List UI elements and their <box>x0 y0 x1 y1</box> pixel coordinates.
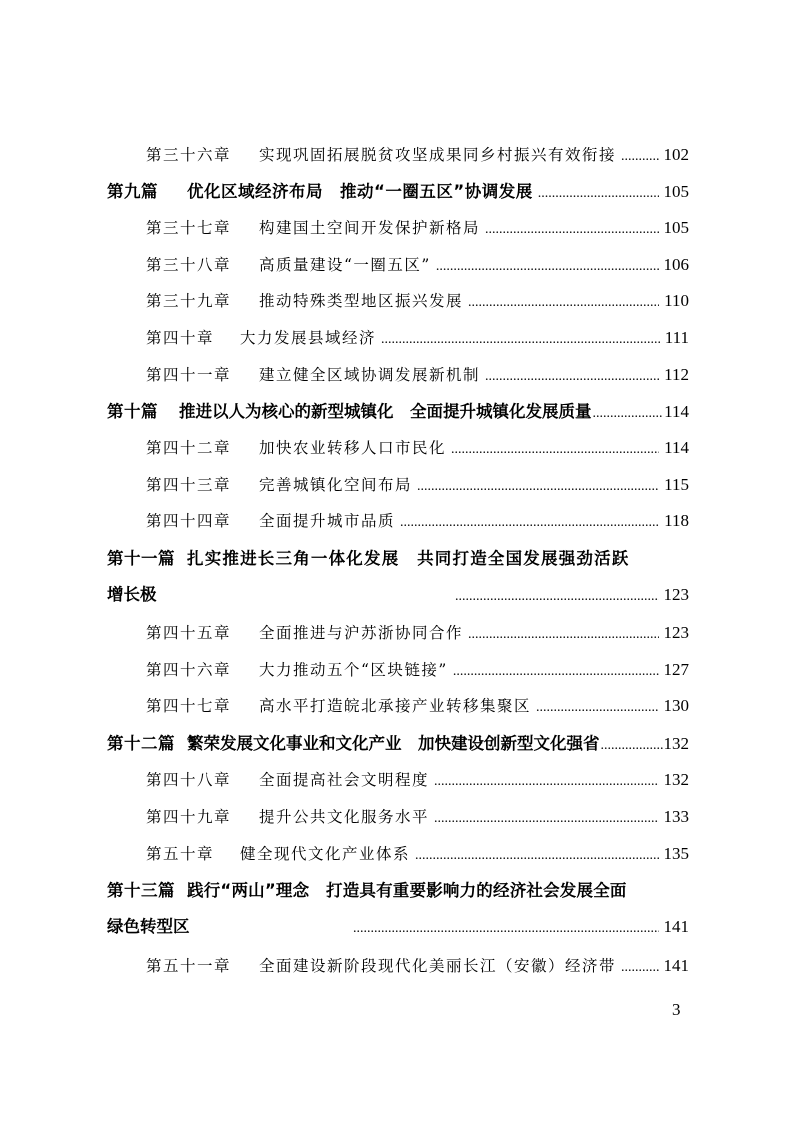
toc-chapter-entry[interactable] <box>146 214 689 242</box>
page-ref: 105 <box>663 218 689 237</box>
chapter-title: 完善城镇化空间布局 <box>259 476 413 494</box>
toc-part-entry-line2[interactable] <box>107 581 689 609</box>
dot-leader <box>468 289 659 317</box>
dot-leader <box>621 954 658 982</box>
dot-leader <box>621 143 658 171</box>
page-ref: 123 <box>663 623 689 642</box>
dot-leader <box>593 400 664 428</box>
page-ref: 111 <box>664 328 689 347</box>
toc-chapter-entry[interactable] <box>146 507 689 535</box>
toc-chapter-entry[interactable] <box>146 287 689 315</box>
part-title: 践行“两山”理念 打造具有重要影响力的经济社会发展全面 <box>187 881 627 900</box>
chapter-title: 构建国土空间开发保护新格局 <box>259 219 481 237</box>
part-title: 扎实推进长三角一体化发展 共同打造全国发展强劲活跃 <box>187 549 630 568</box>
chapter-title: 健全现代文化产业体系 <box>240 845 411 863</box>
page-ref: 127 <box>663 660 689 679</box>
dot-leader <box>415 842 658 870</box>
chapter-title: 全面推进与沪苏浙协同合作 <box>259 624 464 642</box>
dot-leader <box>601 732 663 760</box>
dot-leader <box>536 694 658 722</box>
chapter-number: 第四十一章 <box>146 366 232 384</box>
chapter-number: 第五十一章 <box>146 957 232 975</box>
toc-part-entry-line2[interactable] <box>107 913 689 941</box>
toc-chapter-entry[interactable] <box>146 952 689 980</box>
chapter-number: 第三十八章 <box>146 256 232 274</box>
chapter-number: 第四十五章 <box>146 624 232 642</box>
toc-chapter-entry[interactable] <box>146 324 689 352</box>
page-ref: 106 <box>663 255 689 274</box>
page-ref: 123 <box>663 585 689 604</box>
dot-leader <box>381 326 660 354</box>
dot-leader <box>434 768 658 796</box>
part-title-continued: 绿色转型区 <box>107 917 190 936</box>
page-ref: 105 <box>663 182 689 201</box>
page-ref: 141 <box>663 917 689 936</box>
page-ref: 118 <box>664 511 689 530</box>
toc-chapter-entry[interactable] <box>146 840 689 868</box>
dot-leader <box>485 216 658 244</box>
page-ref: 141 <box>663 956 689 975</box>
part-number: 第十篇 <box>107 402 158 421</box>
part-title: 优化区域经济布局 推动“一圈五区”协调发展 <box>187 182 533 201</box>
part-title: 推进以人为核心的新型城镇化 全面提升城镇化发展质量 <box>179 402 592 421</box>
page-ref: 114 <box>664 438 689 457</box>
chapter-title: 大力推动五个“区块链接” <box>259 661 448 679</box>
part-title: 繁荣发展文化事业和文化产业 加快建设创新型文化强省 <box>187 734 600 753</box>
chapter-title: 建立健全区域协调发展新机制 <box>259 366 481 384</box>
toc-part-entry-line1[interactable] <box>107 545 689 573</box>
chapter-title: 提升公共文化服务水平 <box>259 808 430 826</box>
dot-leader <box>538 180 659 208</box>
toc-chapter-entry[interactable] <box>146 471 689 499</box>
chapter-number: 第四十八章 <box>146 771 232 789</box>
toc-part-entry[interactable] <box>107 398 689 426</box>
chapter-number: 第四十二章 <box>146 439 232 457</box>
dot-leader <box>436 253 659 281</box>
toc-part-entry[interactable] <box>107 730 689 758</box>
toc-chapter-entry[interactable] <box>146 656 689 684</box>
page-ref: 114 <box>664 402 689 421</box>
toc-chapter-entry[interactable] <box>146 141 689 169</box>
page-ref: 132 <box>663 734 689 753</box>
page-ref: 130 <box>663 696 689 715</box>
chapter-title: 高质量建设“一圈五区” <box>259 256 431 274</box>
page-ref: 115 <box>664 475 689 494</box>
part-title-continued: 增长极 <box>107 585 157 604</box>
chapter-number: 第三十六章 <box>146 146 232 164</box>
chapter-number: 第四十六章 <box>146 661 232 679</box>
chapter-number: 第四十四章 <box>146 512 232 530</box>
dot-leader <box>485 363 659 391</box>
toc-chapter-entry[interactable] <box>146 619 689 647</box>
chapter-title: 全面建设新阶段现代化美丽长江（安徽）经济带 <box>259 957 617 975</box>
page-ref: 133 <box>663 807 689 826</box>
toc-chapter-entry[interactable] <box>146 803 689 831</box>
page-number: 3 <box>672 1000 681 1019</box>
chapter-title: 全面提高社会文明程度 <box>259 771 430 789</box>
chapter-title: 全面提升城市品质 <box>259 512 396 530</box>
chapter-number: 第三十七章 <box>146 219 232 237</box>
chapter-title: 大力发展县域经济 <box>240 329 377 347</box>
dot-leader <box>468 621 658 649</box>
toc-chapter-entry[interactable] <box>146 766 689 794</box>
toc-part-entry-line1[interactable] <box>107 877 689 905</box>
part-number: 第十二篇 <box>107 734 175 753</box>
dot-leader <box>400 509 659 537</box>
chapter-number: 第四十七章 <box>146 697 232 715</box>
part-number: 第十一篇 <box>107 549 175 568</box>
page-ref: 102 <box>663 145 689 164</box>
dot-leader <box>353 915 659 943</box>
chapter-number: 第四十九章 <box>146 808 232 826</box>
toc-chapter-entry[interactable] <box>146 692 689 720</box>
part-number: 第九篇 <box>107 182 158 201</box>
chapter-title: 实现巩固拓展脱贫攻坚成果同乡村振兴有效衔接 <box>259 146 617 164</box>
chapter-title: 加快农业转移人口市民化 <box>259 439 447 457</box>
toc-chapter-entry[interactable] <box>146 251 689 279</box>
dot-leader <box>453 658 659 686</box>
chapter-title: 推动特殊类型地区振兴发展 <box>259 292 464 310</box>
page-ref: 112 <box>664 365 689 384</box>
toc-chapter-entry[interactable] <box>146 361 689 389</box>
chapter-number: 第五十章 <box>146 845 215 863</box>
page-ref: 135 <box>663 844 689 863</box>
chapter-number: 第四十章 <box>146 329 215 347</box>
page-ref: 110 <box>664 291 689 310</box>
dot-leader <box>455 583 659 611</box>
chapter-number: 第三十九章 <box>146 292 232 310</box>
chapter-title: 高水平打造皖北承接产业转移集聚区 <box>259 697 532 715</box>
part-number: 第十三篇 <box>107 881 175 900</box>
dot-leader <box>434 805 658 833</box>
toc-chapter-entry[interactable] <box>146 434 689 462</box>
toc-part-entry[interactable] <box>107 178 689 206</box>
page-ref: 132 <box>663 770 689 789</box>
chapter-number: 第四十三章 <box>146 476 232 494</box>
dot-leader <box>451 436 659 464</box>
dot-leader <box>417 473 659 501</box>
